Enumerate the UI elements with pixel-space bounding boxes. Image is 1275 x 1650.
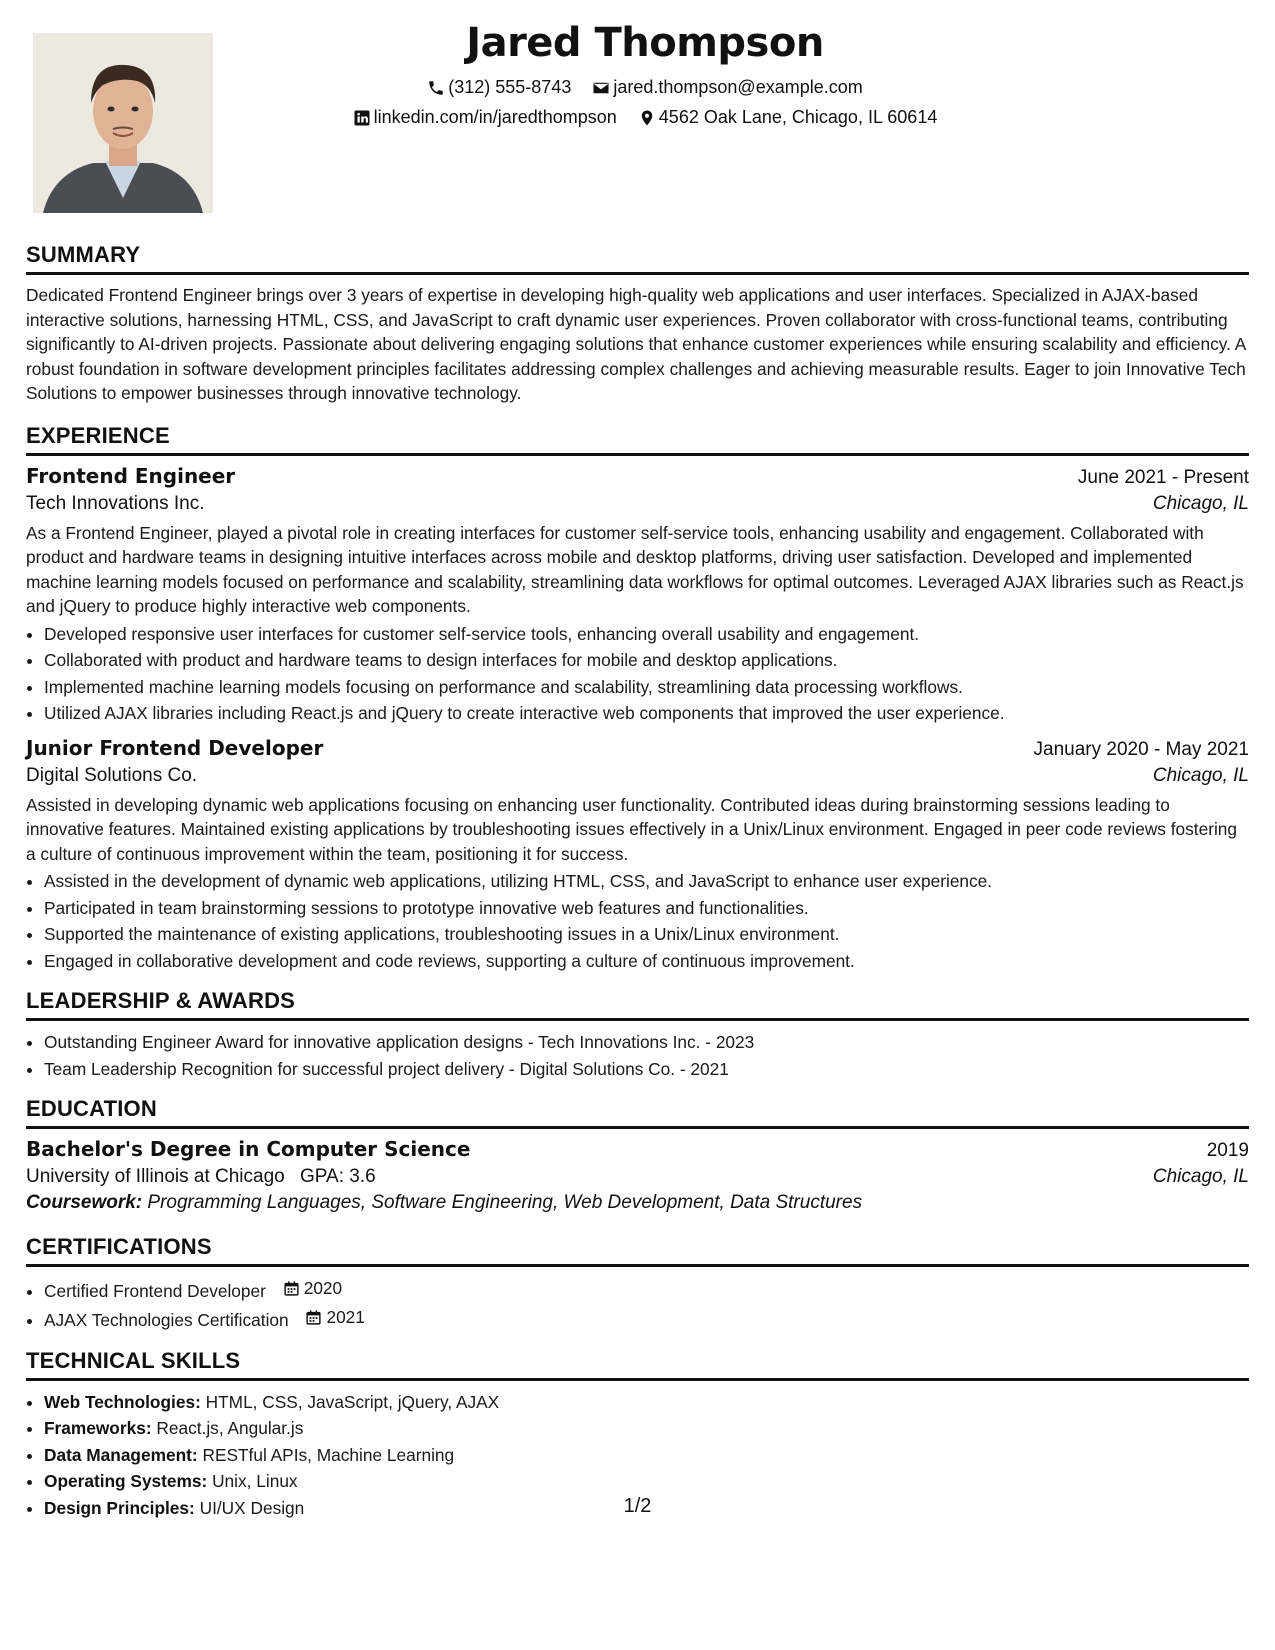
- list-item: • Utilized AJAX libraries including React.js and jQuery to create interactive web components that improved the user experience.: [44, 700, 1249, 727]
- list-item: • Developed responsive user interfaces for customer self-service tools, enhancing overall usability and engagement.: [44, 621, 1249, 648]
- list-item: • Implemented machine learning models focusing on performance and scalability, streamlining data processing workflows.: [44, 674, 1249, 701]
- phone-contact[interactable]: [427, 77, 571, 98]
- skill-label: Data Management:: [44, 1444, 198, 1465]
- calendar-icon: [283, 1280, 300, 1297]
- summary-text: Dedicated Frontend Engineer brings over 3 years of expertise in developing high-quality web applications and user interfaces. Specialized in AJAX-based interactive solutions, harnessing HTML, CSS, and JavaScript to craft dynamic user experiences. Proven collaborator with cross-functional teams, contributing significantly to AI-driven projects. Passionate about delivering engaging solutions that enhance customer experiences while ensuring scalability and efficiency. A robust foundation in software development principles facilitates addressing complex challenges and achieving measurable results. Eager to join Innovative Tech Solutions to empower businesses through innovative technology.: [26, 285, 1246, 403]
- section-title-leadership: LEADERSHIP & AWARDS: [26, 988, 1249, 1021]
- list-item: • Participated in team brainstorming sessions to prototype innovative web features and functionalities.: [44, 895, 1249, 922]
- certification-year: 2020: [303, 1278, 343, 1298]
- degree-title: Bachelor's Degree in Computer Science: [26, 1137, 471, 1161]
- coursework: [26, 1192, 1249, 1214]
- section-title-summary: SUMMARY: [26, 242, 1249, 275]
- email-contact[interactable]: [592, 77, 862, 98]
- list-item: [44, 1415, 1249, 1442]
- list-item: • Collaborated with product and hardware teams to design interfaces for mobile and desktop applications.: [44, 647, 1249, 674]
- job-location: Chicago, IL: [1152, 492, 1249, 514]
- certification-name: AJAX Technologies Certification: [44, 1310, 289, 1330]
- coursework-text: Programming Languages, Software Engineering, Web Development, Data Structures: [147, 1192, 863, 1213]
- contact-line-1: [250, 77, 1040, 102]
- awards-list: [26, 1029, 1249, 1082]
- job-location: Chicago, IL: [1152, 764, 1249, 786]
- certifications-section: [26, 1234, 1249, 1334]
- calendar-icon: [305, 1309, 322, 1326]
- school-name: University of Illinois at Chicago: [26, 1166, 285, 1187]
- list-item: [44, 1468, 1249, 1495]
- job-description: Assisted in developing dynamic web applications focusing on enhancing user functionality. Contributed ideas during brainstorming sessions leading to innovative features. Maintained existing applications by troubleshooting issues effectively in a Unix/Linux environment. Engaged in peer code reviews fostering a culture of continuous improvement within the team, positioning it for success.: [26, 794, 1238, 864]
- company-name: Digital Solutions Co.: [26, 764, 198, 786]
- coursework-label: Coursework:: [26, 1192, 143, 1213]
- education-section: [26, 1096, 1249, 1214]
- section-title-skills: TECHNICAL SKILLS: [26, 1348, 1249, 1381]
- company-name: Tech Innovations Inc.: [26, 492, 205, 514]
- envelope-icon: [592, 79, 610, 97]
- list-item: • Engaged in collaborative development and code reviews, supporting a culture of continuous improvement.: [44, 948, 1249, 975]
- list-item: • Assisted in the development of dynamic web applications, utilizing HTML, CSS, and JavaScript to enhance user experience.: [44, 868, 1249, 895]
- list-item: [44, 1275, 1249, 1304]
- job-description: As a Frontend Engineer, played a pivotal role in creating interfaces for customer self-service tools, enhancing usability and engagement. Collaborated with product and hardware teams in designing intuitive interfaces across mobile and desktop platforms, driving user satisfaction. Developed and implemented machine learning models focused on performance and scalability, streamlining data workflows for optimal outcomes. Leveraged AJAX libraries such as React.js and jQuery to produce highly interactive web components.: [26, 522, 1244, 616]
- skill-label: Frameworks:: [44, 1418, 152, 1438]
- summary-section: [26, 242, 1249, 406]
- list-item: • Outstanding Engineer Award for innovative application designs - Tech Innovations Inc. - 2023: [44, 1029, 1249, 1056]
- linkedin-text: linkedin.com/in/jaredthompson: [373, 107, 617, 127]
- contact-line-2: [250, 107, 1040, 132]
- linkedin-icon: [353, 109, 371, 127]
- job-bullets: [26, 868, 1249, 974]
- list-item: • Team Leadership Recognition for successful project delivery - Digital Solutions Co. - 2021: [44, 1056, 1249, 1083]
- list-item: [44, 1304, 1249, 1333]
- gpa: GPA: 3.6: [300, 1166, 376, 1187]
- job-dates: January 2020 - May 2021: [1033, 738, 1249, 760]
- skill-label: Operating Systems:: [44, 1471, 208, 1491]
- address-text: 4562 Oak Lane, Chicago, IL 60614: [658, 107, 938, 127]
- phone-text: (312) 555-8743: [448, 77, 572, 97]
- skill-value: Unix, Linux: [212, 1471, 298, 1491]
- skill-label: Web Technologies:: [44, 1391, 201, 1412]
- job-dates: June 2021 - Present: [1077, 466, 1249, 488]
- address-contact: [638, 107, 938, 128]
- skill-label: Design Principles:: [44, 1497, 195, 1518]
- job-bullets: [26, 621, 1249, 727]
- page-number: 1/2: [623, 1495, 652, 1517]
- resume-content: [26, 242, 1249, 1521]
- section-title-certifications: CERTIFICATIONS: [26, 1234, 1249, 1267]
- job-entry: [26, 736, 1249, 975]
- experience-section: [26, 423, 1249, 975]
- leadership-section: [26, 988, 1249, 1082]
- skill-value: RESTful APIs, Machine Learning: [202, 1444, 455, 1465]
- school-location: Chicago, IL: [1152, 1166, 1249, 1187]
- profile-photo: [33, 33, 213, 213]
- linkedin-contact[interactable]: [353, 107, 617, 128]
- section-title-experience: EXPERIENCE: [26, 423, 1249, 456]
- skill-value: React.js, Angular.js: [156, 1418, 304, 1438]
- job-title: Junior Frontend Developer: [26, 735, 324, 760]
- list-item: • Supported the maintenance of existing applications, troubleshooting issues in a Unix/Linux environment.: [44, 921, 1249, 948]
- list-item: [44, 1389, 1249, 1416]
- certification-name: Certified Frontend Developer: [44, 1280, 266, 1301]
- candidate-name: Jared Thompson: [466, 20, 824, 66]
- section-title-education: EDUCATION: [26, 1096, 1249, 1129]
- certifications-list: [26, 1275, 1249, 1334]
- job-title: Frontend Engineer: [26, 463, 236, 488]
- map-pin-icon: [638, 109, 656, 127]
- phone-icon: [427, 79, 445, 97]
- list-item: [44, 1442, 1249, 1469]
- graduation-year: 2019: [1206, 1140, 1249, 1161]
- job-entry: [26, 464, 1249, 727]
- skill-value: HTML, CSS, JavaScript, jQuery, AJAX: [205, 1391, 500, 1412]
- skill-value: UI/UX Design: [199, 1497, 305, 1518]
- email-text: jared.thompson@example.com: [613, 77, 863, 97]
- certification-year: 2021: [326, 1307, 365, 1328]
